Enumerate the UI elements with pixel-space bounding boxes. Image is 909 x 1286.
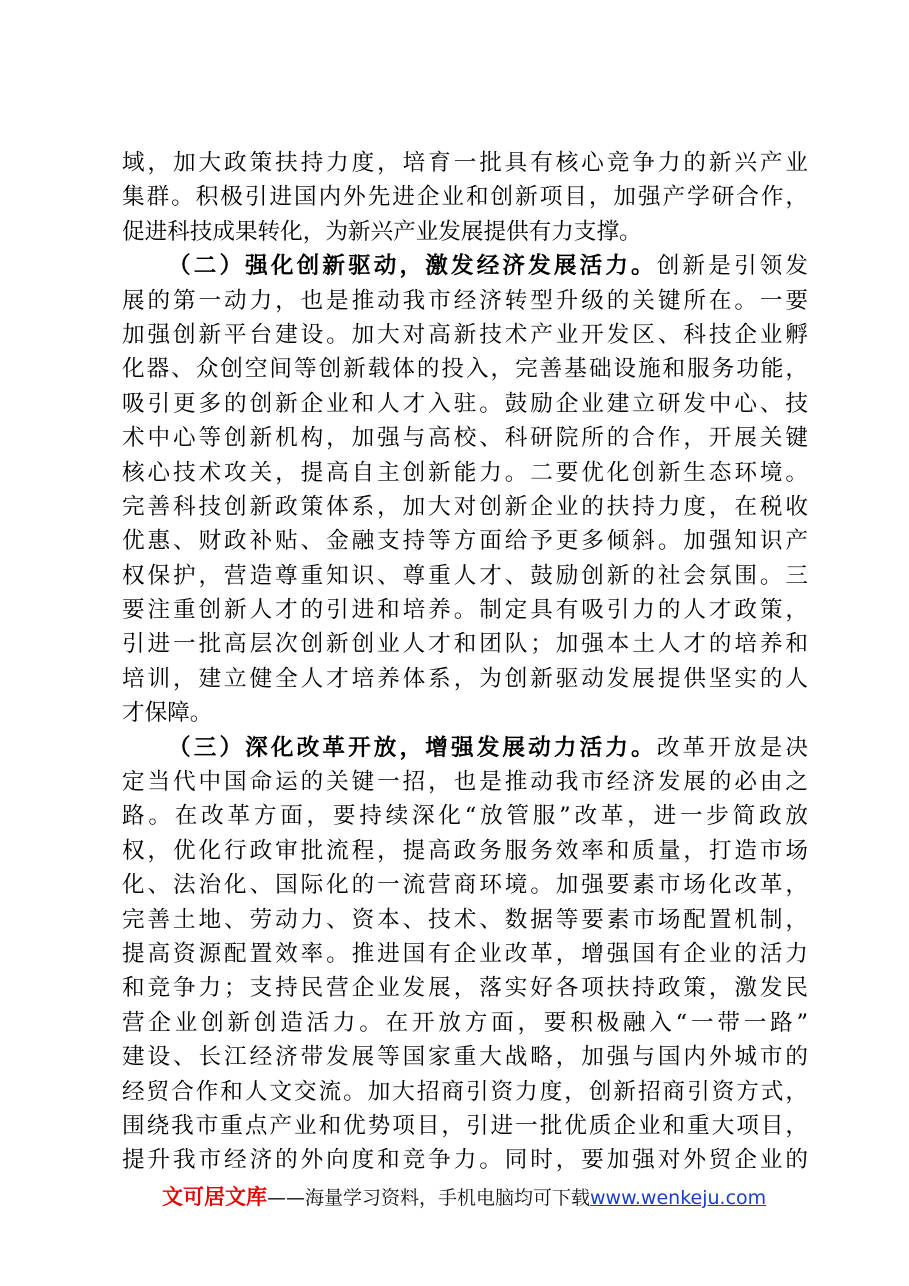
text-line: 集群。积极引进国内外先进企业和创新项目，加强产学研合作， xyxy=(122,184,808,211)
text-line: 化、法治化、国际化的一流营商环境。加强要素市场化改革， xyxy=(122,872,808,899)
text-line: 和竞争力；支持民营企业发展，落实好各项扶持政策，激发民 xyxy=(122,975,808,1002)
paragraph-first-line xyxy=(122,731,808,765)
text-line: 加强创新平台建设。加大对高新技术产业开发区、科技企业孵 xyxy=(122,321,808,348)
text-line: 完善科技创新政策体系，加大对创新企业的扶持力度，在税收 xyxy=(122,493,808,520)
website-link[interactable]: www.wenkeju.com xyxy=(590,1187,767,1209)
text-line: 化器、众创空间等创新载体的投入，完善基础设施和服务功能， xyxy=(122,356,808,383)
text-line: 促进科技成果转化，为新兴产业发展提供有力支撑。 xyxy=(122,218,642,245)
text-line: 引进一批高层次创新创业人才和团队；加强本土人才的培养和 xyxy=(122,631,808,658)
text-line: 吸引更多的创新企业和人才入驻。鼓励企业建立研发中心、技 xyxy=(122,390,808,417)
text-line: 定当代中国命运的关键一招，也是推动我市经济发展的必由之 xyxy=(122,769,808,796)
text-line: 提高资源配置效率。推进国有企业改革，增强国有企业的活力 xyxy=(122,940,808,967)
text-line: 术中心等创新机构，加强与高校、科研院所的合作，开展关键 xyxy=(122,425,808,452)
section-heading-2: （二）强化创新驱动，激发经济发展活力。 xyxy=(168,253,657,280)
text-line: 围绕我市重点产业和优势项目，引进一批优质企业和重大项目， xyxy=(122,1112,808,1139)
text-line: 营企业创新创造活力。在开放方面，要积极融入“一带一路” xyxy=(122,1009,808,1036)
text-line: 权，优化行政审批流程，提高政务服务效率和质量，打造市场 xyxy=(122,837,808,864)
footer-slogan: ——海量学习资料，手机电脑均可下载 xyxy=(267,1187,591,1209)
document-body xyxy=(122,146,808,1178)
text-run: 改革开放是决 xyxy=(656,734,809,761)
text-line: 域，加大政策扶持力度，培育一批具有核心竞争力的新兴产业 xyxy=(122,150,808,176)
text-line: 培训，建立健全人才培养体系，为创新驱动发展提供坚实的人 xyxy=(122,665,808,692)
section-heading-3: （三）深化改革开放，增强发展动力活力。 xyxy=(168,734,657,761)
text-line: 优惠、财政补贴、金融支持等方面给予更多倾斜。加强知识产 xyxy=(122,528,808,555)
footer-banner xyxy=(162,1182,802,1212)
text-line: 路。在改革方面，要持续深化“放管服”改革，进一步简政放 xyxy=(122,803,808,830)
brand-name: 文可居文库 xyxy=(162,1185,267,1209)
text-line: 权保护，营造尊重知识、尊重人才、鼓励创新的社会氛围。三 xyxy=(122,562,808,589)
text-line: 完善土地、劳动力、资本、技术、数据等要素市场配置机制， xyxy=(122,906,808,933)
text-line: 建设、长江经济带发展等国家重大战略，加强与国内外城市的 xyxy=(122,1044,808,1071)
text-run: 创新是引领发 xyxy=(656,253,809,280)
text-line: 经贸合作和人文交流。加大招商引资力度，创新招商引资方式， xyxy=(122,1078,808,1105)
text-line: 要注重创新人才的引进和培养。制定具有吸引力的人才政策， xyxy=(122,597,808,624)
text-line: 提升我市经济的外向度和竞争力。同时，要加强对外贸企业的 xyxy=(122,1147,808,1174)
text-line: 核心技术攻关，提高自主创新能力。二要优化创新生态环境。 xyxy=(122,459,808,486)
text-line: 展的第一动力，也是推动我市经济转型升级的关键所在。一要 xyxy=(122,287,808,314)
paragraph-first-line xyxy=(122,249,808,283)
text-line: 才保障。 xyxy=(122,700,213,727)
